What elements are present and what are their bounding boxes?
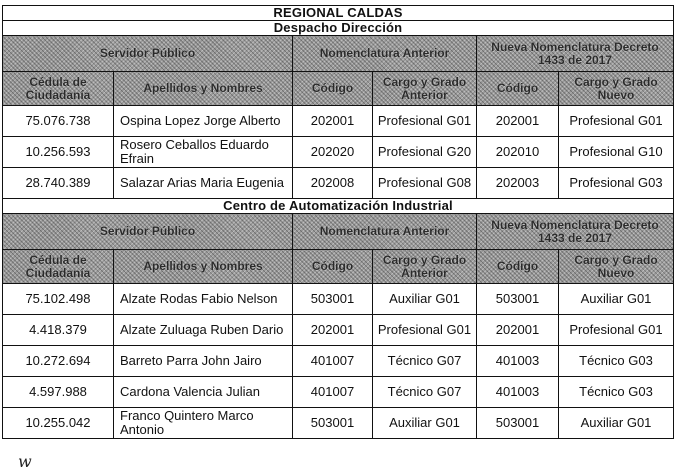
name-cell: Salazar Arias Maria Eugenia — [114, 168, 293, 199]
new-code-cell: 202001 — [477, 106, 559, 137]
cedula-cell: 4.597.988 — [3, 377, 114, 408]
new-position-cell: Profesional G03 — [559, 168, 674, 199]
cedula-cell: 75.076.738 — [3, 106, 114, 137]
column-header: Código — [477, 72, 559, 106]
old-position-cell: Técnico G07 — [373, 377, 477, 408]
old-position-cell: Auxiliar G01 — [373, 284, 477, 315]
column-header: Cédula de Ciudadanía — [3, 72, 114, 106]
document-page — [2, 5, 673, 439]
new-position-cell: Profesional G10 — [559, 137, 674, 168]
group-header: Nomenclatura Anterior — [293, 36, 477, 72]
old-code-cell: 401007 — [293, 346, 373, 377]
old-code-cell: 202001 — [293, 106, 373, 137]
new-code-cell: 202010 — [477, 137, 559, 168]
old-code-cell: 202008 — [293, 168, 373, 199]
new-code-cell: 503001 — [477, 408, 559, 439]
staff-table — [2, 5, 674, 439]
column-header: Cargo y Grado Anterior — [373, 250, 477, 284]
new-code-cell: 202003 — [477, 168, 559, 199]
old-code-cell: 401007 — [293, 377, 373, 408]
table-title: REGIONAL CALDAS — [3, 6, 674, 21]
column-header: Código — [477, 250, 559, 284]
new-position-cell: Auxiliar G01 — [559, 284, 674, 315]
column-header: Cargo y Grado Anterior — [373, 72, 477, 106]
name-cell: Cardona Valencia Julian — [114, 377, 293, 408]
table-row — [3, 284, 674, 315]
new-position-cell: Técnico G03 — [559, 346, 674, 377]
old-position-cell: Profesional G01 — [373, 106, 477, 137]
column-header: Apellidos y Nombres — [114, 250, 293, 284]
old-code-cell: 202020 — [293, 137, 373, 168]
old-position-cell: Profesional G08 — [373, 168, 477, 199]
column-header: Cargo y Grado Nuevo — [559, 250, 674, 284]
name-cell: Alzate Zuluaga Ruben Dario — [114, 315, 293, 346]
new-position-cell: Profesional G01 — [559, 106, 674, 137]
name-cell: Franco Quintero Marco Antonio — [114, 408, 293, 439]
new-code-cell: 401003 — [477, 346, 559, 377]
new-code-cell: 202001 — [477, 315, 559, 346]
cedula-cell: 28.740.389 — [3, 168, 114, 199]
new-code-cell: 503001 — [477, 284, 559, 315]
table-row — [3, 377, 674, 408]
group-header: Nomenclatura Anterior — [293, 214, 477, 250]
cedula-cell: 10.255.042 — [3, 408, 114, 439]
column-header: Cédula de Ciudadanía — [3, 250, 114, 284]
old-position-cell: Técnico G07 — [373, 346, 477, 377]
cedula-cell: 4.418.379 — [3, 315, 114, 346]
table-row — [3, 315, 674, 346]
cedula-cell: 75.102.498 — [3, 284, 114, 315]
cedula-cell: 10.272.694 — [3, 346, 114, 377]
table-row — [3, 408, 674, 439]
group-header: Nueva Nomenclatura Decreto 1433 de 2017 — [477, 214, 674, 250]
group-header: Servidor Público — [3, 36, 293, 72]
column-header: Apellidos y Nombres — [114, 72, 293, 106]
new-position-cell: Auxiliar G01 — [559, 408, 674, 439]
name-cell: Barreto Parra John Jairo — [114, 346, 293, 377]
name-cell: Alzate Rodas Fabio Nelson — [114, 284, 293, 315]
old-code-cell: 503001 — [293, 408, 373, 439]
old-code-cell: 202001 — [293, 315, 373, 346]
name-cell: Rosero Ceballos Eduardo Efrain — [114, 137, 293, 168]
group-header: Servidor Público — [3, 214, 293, 250]
handwritten-mark: w — [18, 452, 32, 471]
group-header: Nueva Nomenclatura Decreto 1433 de 2017 — [477, 36, 674, 72]
old-position-cell: Profesional G01 — [373, 315, 477, 346]
new-position-cell: Profesional G01 — [559, 315, 674, 346]
table-row — [3, 168, 674, 199]
section-title: Despacho Dirección — [3, 21, 674, 36]
column-header: Cargo y Grado Nuevo — [559, 72, 674, 106]
table-row — [3, 106, 674, 137]
table-row — [3, 346, 674, 377]
cedula-cell: 10.256.593 — [3, 137, 114, 168]
new-code-cell: 401003 — [477, 377, 559, 408]
name-cell: Ospina Lopez Jorge Alberto — [114, 106, 293, 137]
column-header: Código — [293, 250, 373, 284]
new-position-cell: Técnico G03 — [559, 377, 674, 408]
old-position-cell: Profesional G20 — [373, 137, 477, 168]
table-row — [3, 137, 674, 168]
old-code-cell: 503001 — [293, 284, 373, 315]
old-position-cell: Auxiliar G01 — [373, 408, 477, 439]
section-title: Centro de Automatización Industrial — [3, 199, 674, 214]
column-header: Código — [293, 72, 373, 106]
